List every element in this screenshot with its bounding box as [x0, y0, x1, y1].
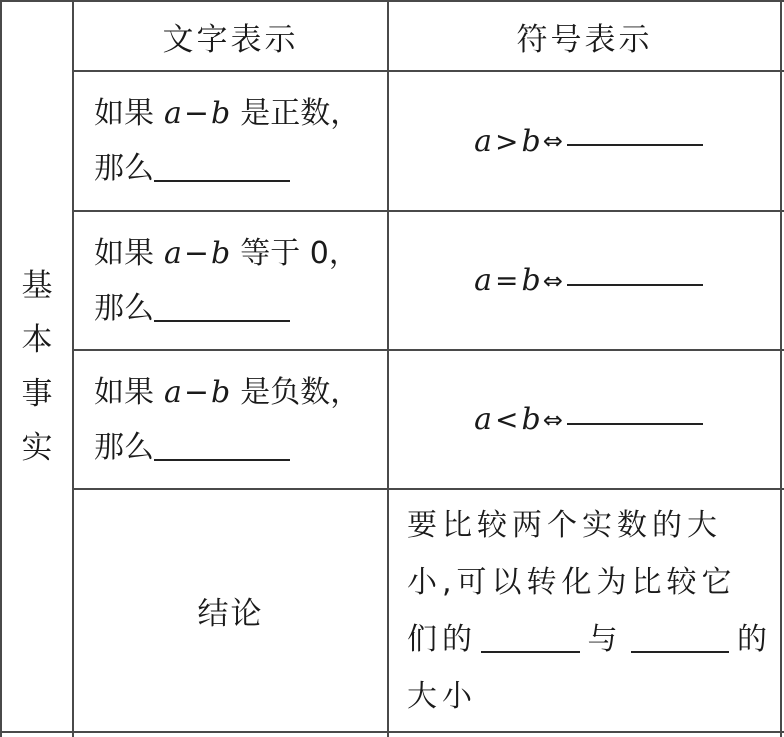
row-text-cell: [74, 72, 387, 210]
side-char: 实: [21, 429, 53, 466]
var-b: b: [211, 96, 231, 131]
sym-var-a: a: [474, 123, 493, 159]
conclusion-line-4: 大小: [407, 678, 477, 714]
conclusion-label-cell: [74, 490, 387, 731]
conclusion-line-2: 小,可以转化为比较它: [407, 564, 737, 600]
table-border-bottom: [0, 731, 784, 733]
text-prefix: 如果: [94, 96, 154, 131]
text-prefix: 如果: [94, 235, 154, 271]
text-then: 那么: [94, 151, 154, 186]
minus-sign: −: [183, 235, 210, 271]
answer-blank[interactable]: [154, 180, 290, 182]
answer-blank[interactable]: [567, 284, 703, 286]
iff-symbol: ⇔: [542, 127, 563, 155]
text-then: 那么: [94, 429, 154, 465]
sym-var-b: b: [521, 123, 541, 159]
var-a: a: [164, 96, 182, 131]
text-then: 那么: [94, 290, 154, 326]
conclusion-line-3a: 们的: [407, 621, 477, 657]
row-text-cell: [74, 212, 387, 349]
answer-blank[interactable]: [567, 423, 703, 425]
iff-symbol: ⇔: [542, 266, 563, 295]
header-text-column: [74, 2, 387, 70]
var-b: b: [211, 235, 231, 271]
answer-blank[interactable]: [154, 459, 290, 461]
equals-sign: =: [495, 264, 519, 297]
answer-blank[interactable]: [154, 320, 290, 322]
text-suffix: 是正数，: [240, 96, 361, 131]
header-symbol-column: [389, 2, 780, 70]
iff-symbol: ⇔: [542, 405, 563, 434]
row-symbol-cell: [389, 212, 780, 349]
sym-var-a: a: [474, 402, 493, 437]
side-label-basic-fact: [2, 2, 72, 731]
row-symbol-cell: [389, 72, 780, 210]
table-border-right: [780, 0, 782, 737]
var-b: b: [211, 374, 231, 410]
text-suffix: 等于 0，: [240, 235, 359, 271]
greater-than-sign: >: [495, 124, 519, 158]
side-char: 本: [21, 321, 53, 358]
header-text-label: 文字表示: [162, 21, 299, 58]
var-a: a: [164, 235, 182, 271]
row-symbol-cell: [389, 351, 780, 488]
minus-sign: −: [183, 374, 210, 410]
conclusion-line-1: 要比较两个实数的大: [407, 507, 722, 543]
answer-blank[interactable]: [567, 144, 703, 146]
conclusion-label: 结论: [197, 596, 264, 632]
sym-var-b: b: [521, 402, 541, 437]
minus-sign: −: [183, 96, 210, 131]
row-text-cell: [74, 351, 387, 488]
conclusion-text-cell: [389, 490, 780, 731]
conclusion-line-3b: 与: [587, 621, 623, 657]
side-char: 事: [21, 375, 53, 412]
answer-blank[interactable]: [631, 651, 730, 653]
text-suffix: 是负数，: [240, 374, 361, 410]
text-prefix: 如果: [94, 374, 154, 410]
conclusion-line-3c: 的: [737, 621, 772, 657]
answer-blank[interactable]: [481, 651, 580, 653]
header-symbol-label: 符号表示: [516, 21, 653, 58]
side-char: 基: [21, 267, 53, 304]
var-a: a: [164, 374, 182, 410]
less-than-sign: <: [495, 403, 519, 436]
sym-var-a: a: [474, 263, 493, 298]
sym-var-b: b: [521, 263, 541, 298]
